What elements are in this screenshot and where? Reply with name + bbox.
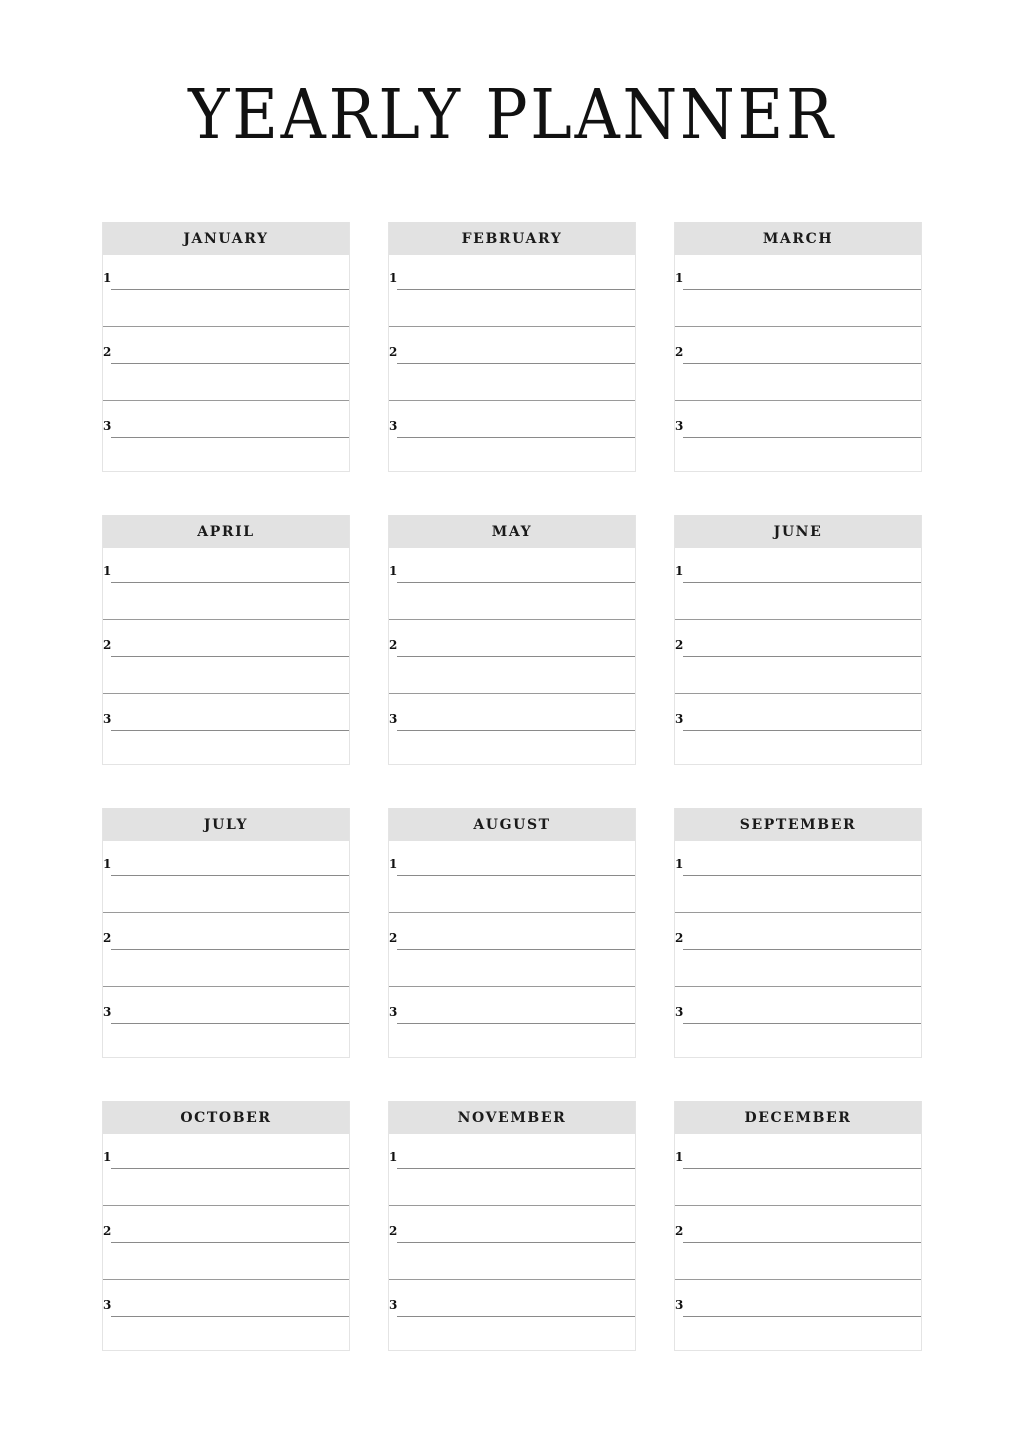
divider xyxy=(389,1279,635,1280)
goal-item[interactable] xyxy=(675,1134,921,1208)
month-header: SEPTEMBER xyxy=(675,808,921,841)
goal-item[interactable] xyxy=(389,622,635,696)
writing-line xyxy=(683,656,921,657)
divider xyxy=(103,1205,349,1206)
goal-item[interactable] xyxy=(675,622,921,696)
goal-number: 2 xyxy=(389,931,398,945)
goal-list xyxy=(389,1134,635,1351)
goal-number: 2 xyxy=(675,638,684,652)
goal-list xyxy=(675,1134,921,1351)
goal-number: 3 xyxy=(103,1298,112,1312)
goal-number: 2 xyxy=(675,931,684,945)
divider xyxy=(389,619,635,620)
goal-item[interactable] xyxy=(675,696,921,770)
goal-item[interactable] xyxy=(675,255,921,329)
goal-number: 1 xyxy=(389,1150,398,1164)
goal-number: 3 xyxy=(675,419,684,433)
goal-item[interactable] xyxy=(103,1282,349,1356)
goal-list xyxy=(389,548,635,765)
writing-line xyxy=(111,1316,349,1317)
goal-list xyxy=(103,548,349,765)
goal-number: 3 xyxy=(675,1005,684,1019)
goal-number: 1 xyxy=(675,271,684,285)
goal-list xyxy=(675,548,921,765)
goal-number: 1 xyxy=(103,564,112,578)
goal-item[interactable] xyxy=(103,1134,349,1208)
writing-line xyxy=(683,875,921,876)
goal-list xyxy=(675,255,921,472)
goal-list xyxy=(389,841,635,1058)
goal-item[interactable] xyxy=(389,696,635,770)
writing-line xyxy=(397,437,635,438)
goal-item[interactable] xyxy=(389,841,635,915)
writing-line xyxy=(111,582,349,583)
writing-line xyxy=(111,437,349,438)
divider xyxy=(389,326,635,327)
goal-item[interactable] xyxy=(103,622,349,696)
writing-line xyxy=(397,730,635,731)
goal-item[interactable] xyxy=(103,403,349,477)
divider xyxy=(675,326,921,327)
goal-item[interactable] xyxy=(103,1208,349,1282)
goal-number: 1 xyxy=(675,857,684,871)
divider xyxy=(389,1205,635,1206)
goal-number: 3 xyxy=(675,1298,684,1312)
divider xyxy=(675,1279,921,1280)
goal-number: 3 xyxy=(103,1005,112,1019)
goal-item[interactable] xyxy=(103,329,349,403)
divider xyxy=(103,326,349,327)
goal-item[interactable] xyxy=(103,255,349,329)
goal-number: 1 xyxy=(103,271,112,285)
writing-line xyxy=(683,1316,921,1317)
writing-line xyxy=(111,363,349,364)
divider xyxy=(103,400,349,401)
writing-line xyxy=(111,1023,349,1024)
month-card-january xyxy=(102,222,350,472)
month-card-october xyxy=(102,1101,350,1351)
goal-item[interactable] xyxy=(103,696,349,770)
goal-item[interactable] xyxy=(389,403,635,477)
goal-number: 3 xyxy=(103,419,112,433)
goal-item[interactable] xyxy=(675,989,921,1063)
divider xyxy=(389,912,635,913)
goal-item[interactable] xyxy=(389,1282,635,1356)
divider xyxy=(675,693,921,694)
goal-item[interactable] xyxy=(675,1208,921,1282)
goal-item[interactable] xyxy=(103,841,349,915)
goal-number: 3 xyxy=(103,712,112,726)
goal-item[interactable] xyxy=(389,1134,635,1208)
writing-line xyxy=(111,730,349,731)
goal-number: 2 xyxy=(675,345,684,359)
goal-number: 1 xyxy=(389,857,398,871)
goal-number: 1 xyxy=(103,857,112,871)
goal-list xyxy=(389,255,635,472)
goal-item[interactable] xyxy=(389,255,635,329)
divider xyxy=(103,1279,349,1280)
goal-item[interactable] xyxy=(675,841,921,915)
writing-line xyxy=(683,437,921,438)
goal-item[interactable] xyxy=(103,915,349,989)
goal-item[interactable] xyxy=(675,329,921,403)
goal-number: 1 xyxy=(389,271,398,285)
goal-number: 2 xyxy=(103,638,112,652)
divider xyxy=(389,400,635,401)
goal-number: 1 xyxy=(103,1150,112,1164)
divider xyxy=(675,400,921,401)
divider xyxy=(103,912,349,913)
writing-line xyxy=(683,582,921,583)
goal-item[interactable] xyxy=(389,548,635,622)
goal-number: 1 xyxy=(675,1150,684,1164)
month-card-february xyxy=(388,222,636,472)
goal-list xyxy=(675,841,921,1058)
goal-item[interactable] xyxy=(103,989,349,1063)
writing-line xyxy=(397,363,635,364)
month-card-may xyxy=(388,515,636,765)
goal-item[interactable] xyxy=(675,915,921,989)
goal-list xyxy=(103,1134,349,1351)
writing-line xyxy=(397,656,635,657)
month-card-june xyxy=(674,515,922,765)
month-header: FEBRUARY xyxy=(389,222,635,255)
goal-number: 2 xyxy=(389,1224,398,1238)
goal-number: 2 xyxy=(389,345,398,359)
writing-line xyxy=(111,875,349,876)
writing-line xyxy=(111,289,349,290)
divider xyxy=(675,1205,921,1206)
month-header: APRIL xyxy=(103,515,349,548)
month-card-september xyxy=(674,808,922,1058)
divider xyxy=(675,912,921,913)
goal-number: 2 xyxy=(103,345,112,359)
divider xyxy=(103,619,349,620)
writing-line xyxy=(397,1242,635,1243)
divider xyxy=(103,693,349,694)
writing-line xyxy=(111,656,349,657)
month-header: MARCH xyxy=(675,222,921,255)
month-card-december xyxy=(674,1101,922,1351)
months-grid xyxy=(102,222,922,1351)
month-card-april xyxy=(102,515,350,765)
writing-line xyxy=(683,949,921,950)
goal-number: 3 xyxy=(389,419,398,433)
divider xyxy=(103,986,349,987)
goal-list xyxy=(103,841,349,1058)
writing-line xyxy=(397,1168,635,1169)
goal-list xyxy=(103,255,349,472)
writing-line xyxy=(111,1242,349,1243)
writing-line xyxy=(683,289,921,290)
goal-item[interactable] xyxy=(675,548,921,622)
month-card-july xyxy=(102,808,350,1058)
month-header: JANUARY xyxy=(103,222,349,255)
goal-item[interactable] xyxy=(389,989,635,1063)
month-header: JULY xyxy=(103,808,349,841)
divider xyxy=(389,986,635,987)
goal-number: 2 xyxy=(675,1224,684,1238)
divider xyxy=(389,693,635,694)
goal-number: 1 xyxy=(675,564,684,578)
writing-line xyxy=(111,1168,349,1169)
month-card-november xyxy=(388,1101,636,1351)
writing-line xyxy=(397,289,635,290)
goal-item[interactable] xyxy=(675,403,921,477)
divider xyxy=(675,619,921,620)
month-card-march xyxy=(674,222,922,472)
writing-line xyxy=(683,730,921,731)
month-header: DECEMBER xyxy=(675,1101,921,1134)
goal-number: 2 xyxy=(389,638,398,652)
month-header: OCTOBER xyxy=(103,1101,349,1134)
goal-number: 1 xyxy=(389,564,398,578)
month-header: MAY xyxy=(389,515,635,548)
goal-item[interactable] xyxy=(389,329,635,403)
writing-line xyxy=(397,582,635,583)
writing-line xyxy=(683,1023,921,1024)
writing-line xyxy=(397,949,635,950)
goal-item[interactable] xyxy=(103,548,349,622)
goal-item[interactable] xyxy=(675,1282,921,1356)
goal-number: 3 xyxy=(389,712,398,726)
goal-item[interactable] xyxy=(389,1208,635,1282)
month-header: AUGUST xyxy=(389,808,635,841)
writing-line xyxy=(397,1316,635,1317)
goal-item[interactable] xyxy=(389,915,635,989)
goal-number: 3 xyxy=(389,1298,398,1312)
month-card-august xyxy=(388,808,636,1058)
month-header: NOVEMBER xyxy=(389,1101,635,1134)
goal-number: 2 xyxy=(103,931,112,945)
page-title: YEARLY PLANNER xyxy=(188,76,836,155)
writing-line xyxy=(683,363,921,364)
writing-line xyxy=(683,1242,921,1243)
goal-number: 3 xyxy=(389,1005,398,1019)
writing-line xyxy=(111,949,349,950)
divider xyxy=(675,986,921,987)
goal-number: 2 xyxy=(103,1224,112,1238)
goal-number: 3 xyxy=(675,712,684,726)
writing-line xyxy=(397,875,635,876)
writing-line xyxy=(683,1168,921,1169)
writing-line xyxy=(397,1023,635,1024)
month-header: JUNE xyxy=(675,515,921,548)
